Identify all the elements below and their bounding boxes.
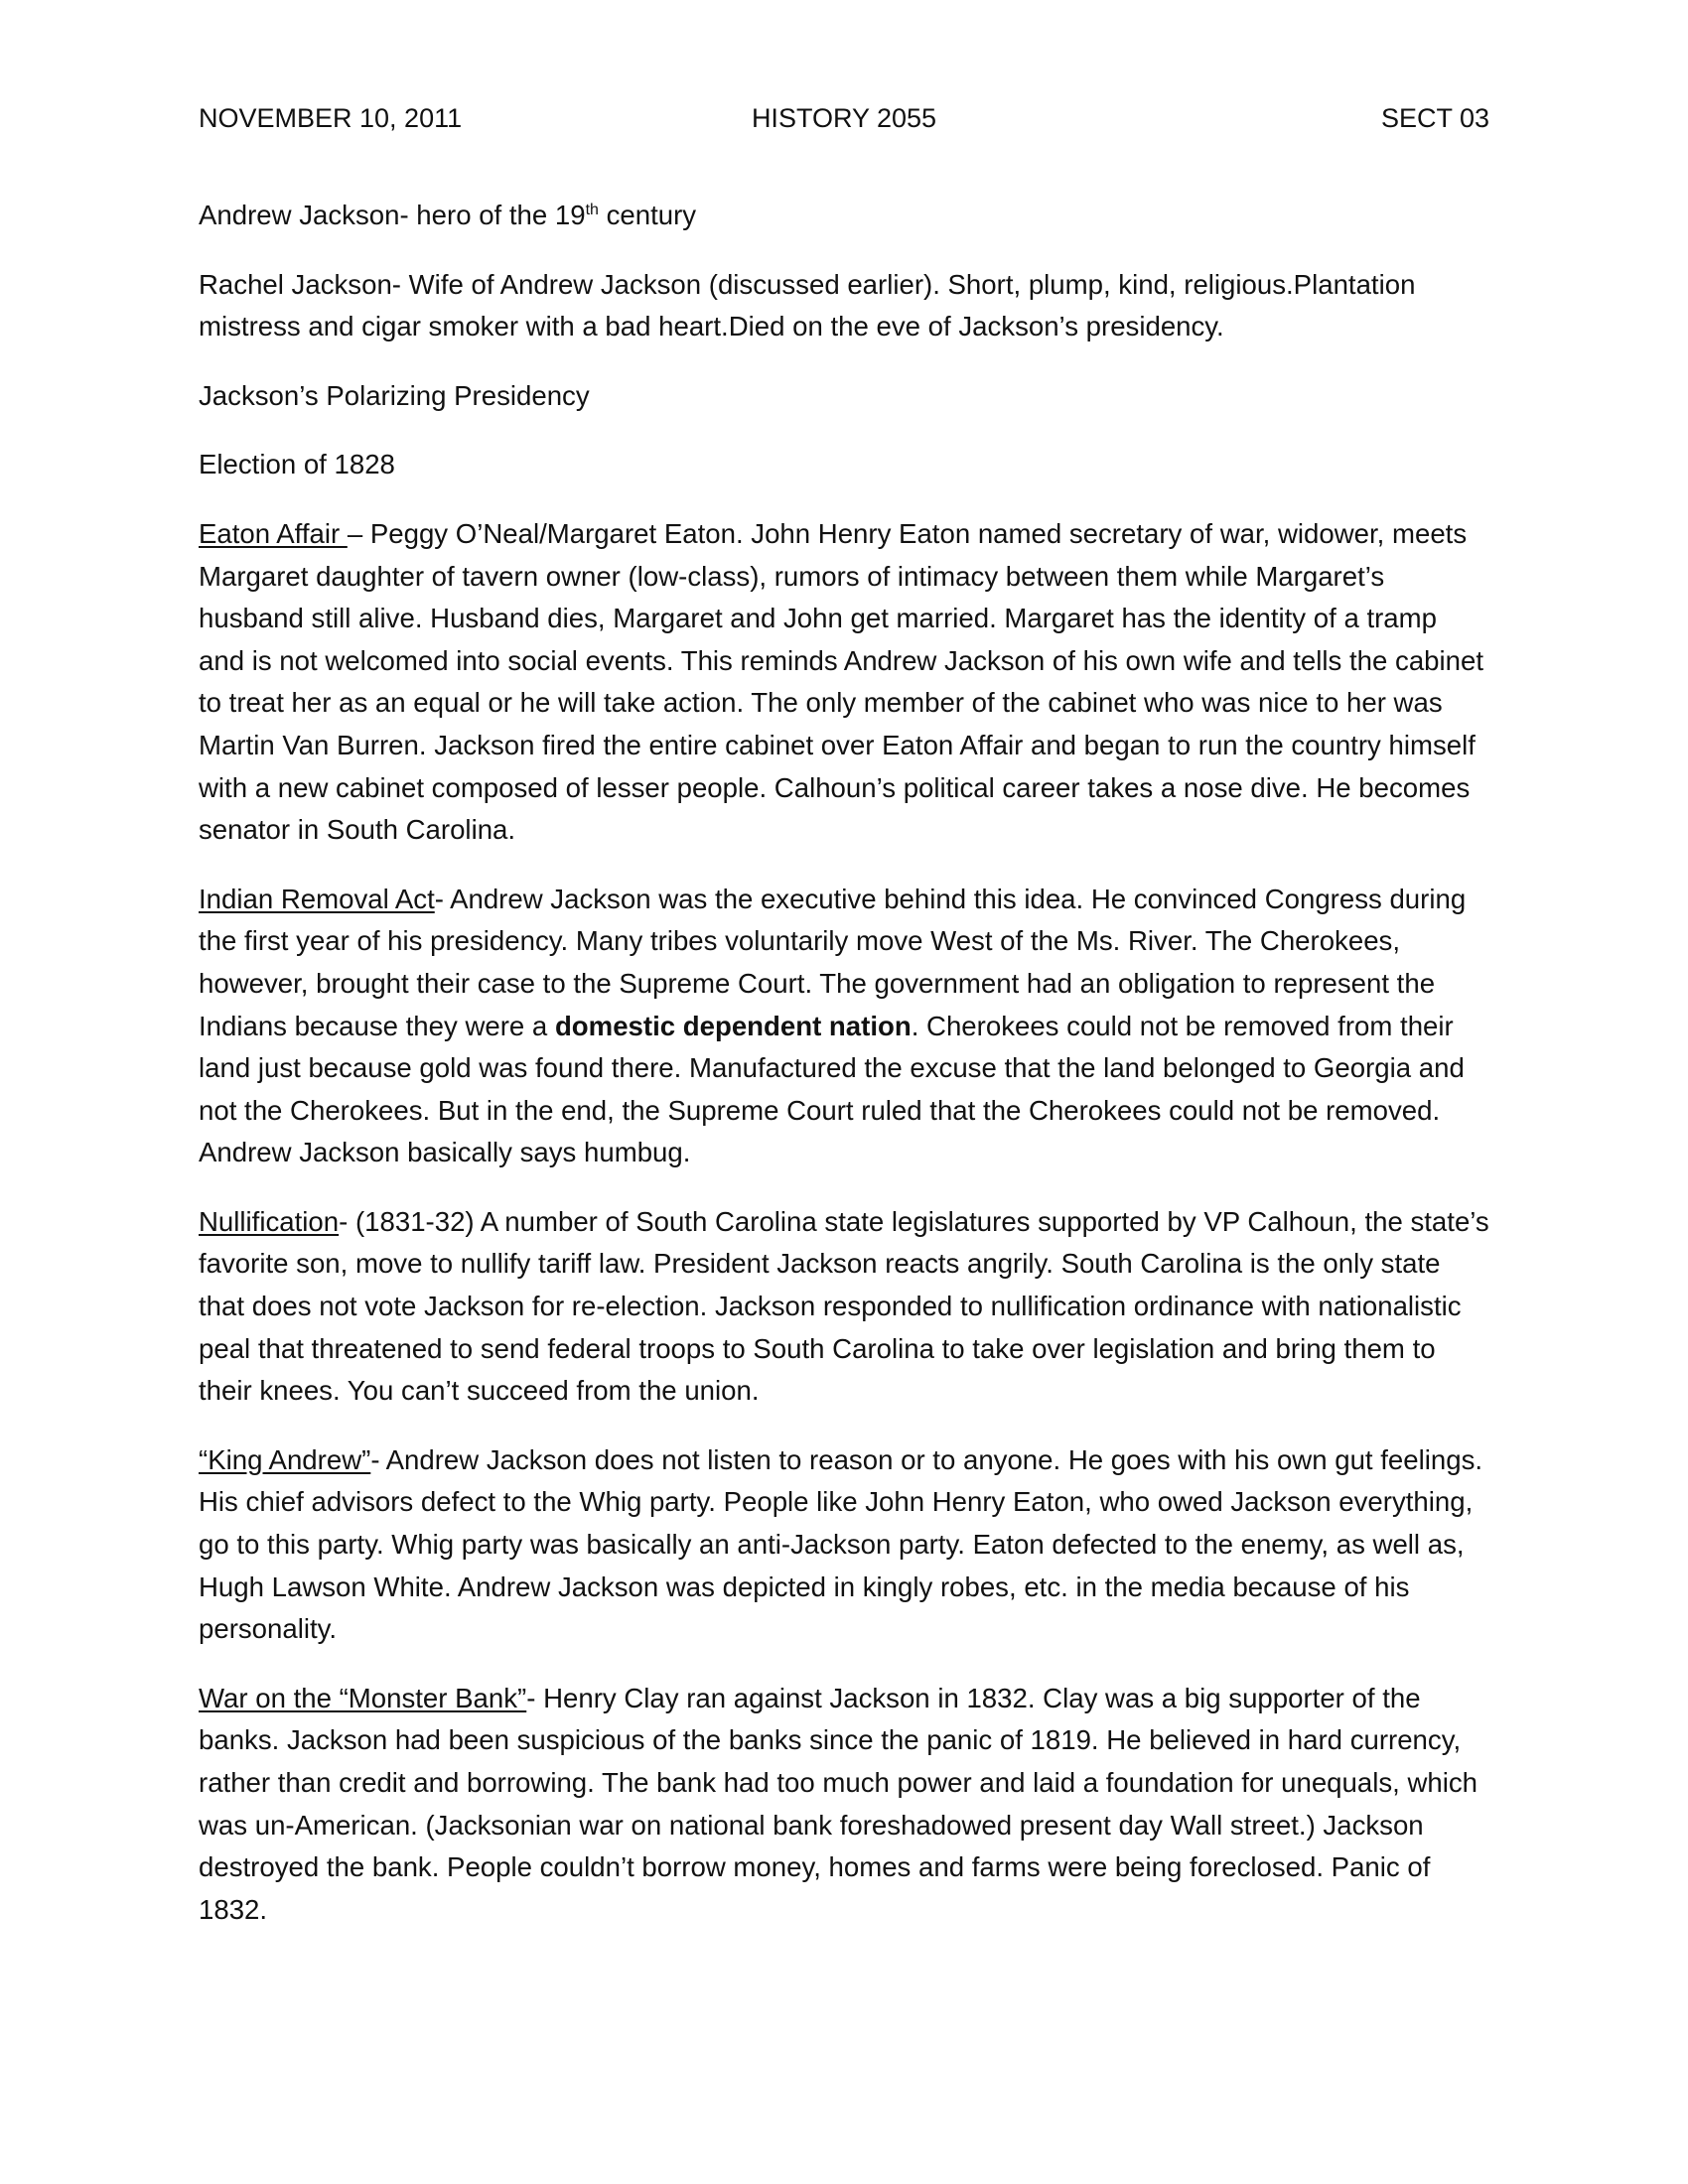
paragraph-text: . Cherokees could not be removed from their land just because gold was found there. Manufactured the excuse that the land belonged to Georgia and not the Cherokees. But in the end, the Supreme Court ruled that the Cherokees could not be removed. Andrew Jackson basically says humbug.: [199, 1010, 1465, 1168]
paragraph-text: Andrew Jackson- hero of the 19: [199, 200, 586, 230]
paragraph-text: Jackson’s Polarizing Presidency: [199, 379, 590, 411]
paragraph-indian-removal-act: [199, 879, 1489, 1174]
term-eaton-affair: Eaton Affair: [199, 517, 348, 549]
paragraph-text: century: [598, 200, 697, 230]
paragraph-text: - Henry Clay ran against Jackson in 1832. Clay was a big supporter of the banks. Jackson had been suspicious of the banks since the panic of 1819. He believed in hard currency, rather than credit and borrowing. The bank had too much power and laid a foundation for unequals, which was un-American. (Jacksonian war on national bank foreshadowed present day Wall street.) Jackson destroyed the bank. People couldn’t borrow money, homes and farms were being foreclosed. Panic of 1832.: [199, 1682, 1478, 1925]
header-course: HISTORY 2055: [751, 103, 937, 133]
page-header: [199, 101, 1489, 135]
paragraph-text: – Peggy O’Neal/Margaret Eaton. John Henry Eaton named secretary of war, widower, meets Margaret daughter of tavern owner (low-class), rumors of intimacy between them while Margaret’s husband still alive. Husband dies, Margaret and John get married. Margaret has the identity of a tramp and is not welcomed into social events. This reminds Andrew Jackson of his own wife and tells the cabinet to treat her as an equal or he will take action. The only member of the cabinet who was nice to her was Martin Van Burren. Jackson fired the entire cabinet over Eaton Affair and began to run the country himself with a new cabinet composed of lesser people. Calhoun’s political career takes a nose dive. He becomes senator in South Carolina.: [199, 517, 1484, 846]
paragraph-rachel-jackson: [199, 264, 1489, 348]
paragraph-eaton-affair: [199, 513, 1489, 852]
paragraph-text: - (1831-32) A number of South Carolina state legislatures supported by VP Calhoun, the state’s favorite son, move to nullify tariff law. President Jackson reacts angrily. South Carolina is the only state that does not vote Jackson for re-election. Jackson responded to nullification ordinance with nationalistic peal that threatened to send federal troops to South Carolina to take over legislation and bring them to their knees. You can’t succeed from the union.: [199, 1205, 1489, 1407]
header-section: SECT 03: [1380, 103, 1489, 133]
term-monster-bank: War on the “Monster Bank”: [199, 1682, 527, 1713]
bold-term-domestic-dependent-nation: domestic dependent nation: [554, 1010, 912, 1041]
paragraph-election-1828: [199, 444, 1489, 486]
paragraph-nullification: [199, 1201, 1489, 1413]
paragraph-monster-bank: [199, 1678, 1489, 1932]
header-date: NOVEMBER 10, 2011: [199, 103, 463, 133]
ordinal-suffix: th: [585, 201, 599, 218]
paragraph-king-andrew: [199, 1439, 1489, 1651]
term-nullification: Nullification: [199, 1205, 340, 1237]
paragraph-text: Election of 1828: [199, 449, 395, 480]
paragraph-jackson-hero: [199, 195, 1489, 237]
notes-body: [199, 195, 1489, 1958]
paragraph-text: Rachel Jackson- Wife of Andrew Jackson (discussed earlier). Short, plump, kind, religious.Plantation mistress and cigar smoker with a bad heart.Died on the eve of Jackson’s presidency.: [199, 268, 1416, 342]
paragraph-text: - Andrew Jackson does not listen to reason or to anyone. He goes with his own gut feelings. His chief advisors defect to the Whig party. People like John Henry Eaton, who owed Jackson everything, go to this party. Whig party was basically an anti-Jackson party. Eaton defected to the enemy, as well as, Hugh Lawson White. Andrew Jackson was depicted in kingly robes, etc. in the media because of his personality.: [199, 1443, 1483, 1645]
paragraph-text: - Andrew Jackson was the executive behind this idea. He convinced Congress during the first year of his presidency. Many tribes voluntarily move West of the Ms. River. The Cherokees, however, brought their case to the Supreme Court. The government had an obligation to represent the Indians because they were a: [199, 883, 1467, 1041]
term-king-andrew: “King Andrew”: [199, 1443, 371, 1475]
paragraph-polarizing-presidency: [199, 375, 1489, 418]
term-indian-removal-act: Indian Removal Act: [199, 883, 435, 914]
